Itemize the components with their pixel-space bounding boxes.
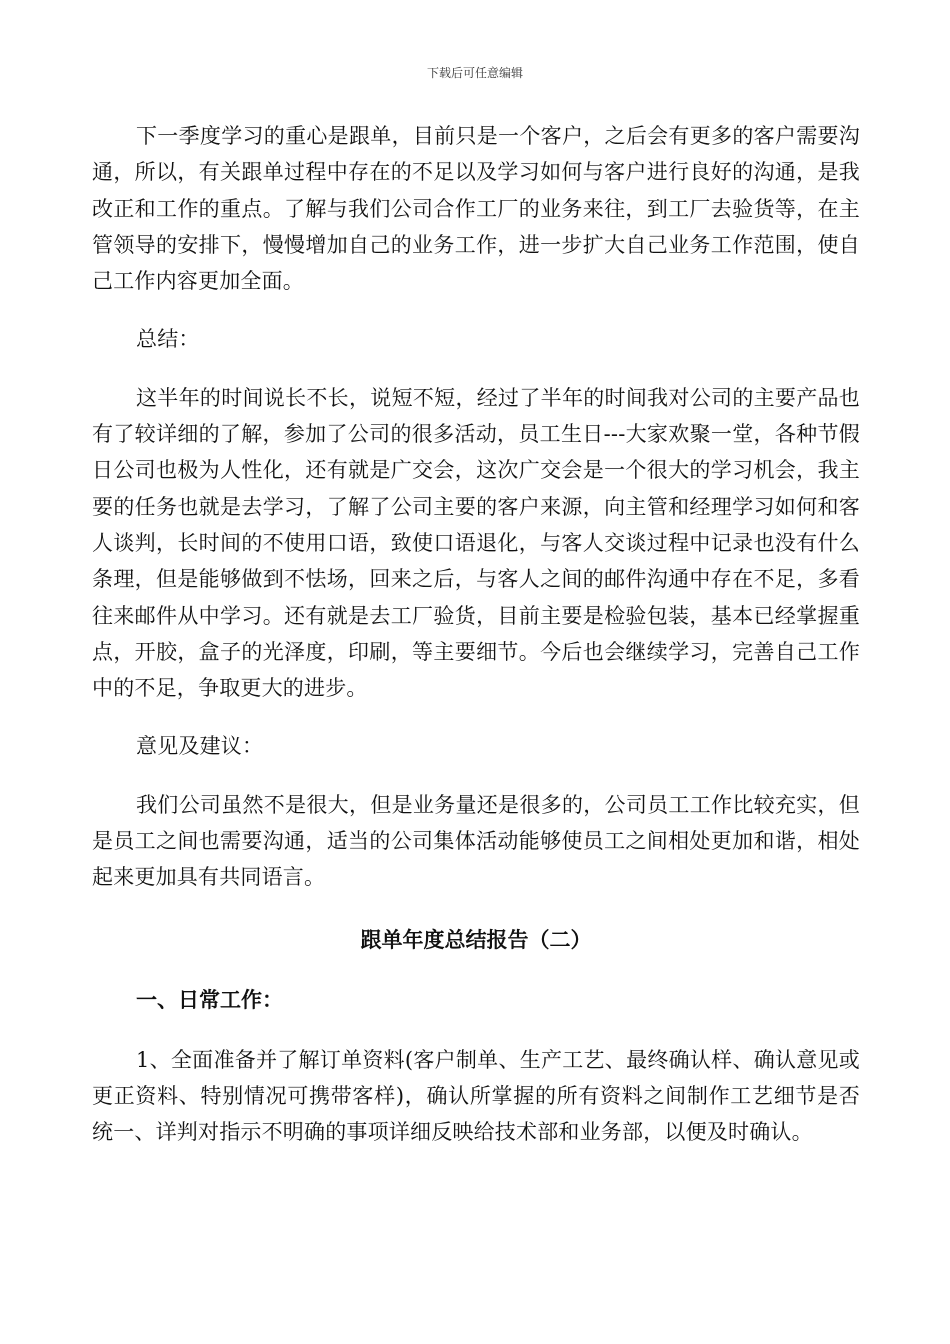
summary-label: 总结：: [136, 327, 200, 352]
document-body: [92, 118, 860, 1151]
paragraph-suggestions: 我们公司虽然不是很大，但是业务量还是很多的，公司员工工作比较充实，但是员工之间也需要沟通，适当的公司集体活动能够使员工之间相处更加和谐，相处起来更加具有共同语言。: [92, 792, 860, 890]
section-heading-daily-work: 一、日常工作：: [136, 987, 283, 1012]
suggestion-label: 意见及建议：: [136, 734, 264, 759]
section-title: 跟单年度总结报告（二）: [360, 927, 592, 952]
paragraph-next-quarter-focus: 下一季度学习的重心是跟单，目前只是一个客户，之后会有更多的客户需要沟通，所以，有关跟单过程中存在的不足以及学习如何与客户进行良好的沟通，是我改正和工作的重点。了解与我们公司合作工厂的业务来往，到工厂去验货等，在主管领导的安排下，慢慢增加自己的业务工作，进一步扩大自己业务工作范围，使自己工作内容更加全面。: [92, 124, 860, 294]
paragraph-order-preparation: 1、全面准备并了解订单资料(客户制单、生产工艺、最终确认样、确认意见或更正资料、特别情况可携带客样)，确认所掌握的所有资料之间制作工艺细节是否统一、详判对指示不明确的事项详细反映给技术部和业务部，以便及时确认。: [92, 1047, 860, 1145]
paragraph-summary: 这半年的时间说长不长，说短不短，经过了半年的时间我对公司的主要产品也有了较详细的了解，参加了公司的很多活动，员工生日---大家欢聚一堂，各种节假日公司也极为人性化，还有就是广交会，这次广交会是一个很大的学习机会，我主要的任务也就是去学习，了解了公司主要的客户来源，向主管和经理学习如何和客人谈判，长时间的不使用口语，致使口语退化，与客人交谈过程中记录也没有什么条理，但是能够做到不怯场，回来之后，与客人之间的邮件沟通中存在不足，多看往来邮件从中学习。还有就是去工厂验货，目前主要是检验包装，基本已经掌握重点，开胶，盒子的光泽度，印刷，等主要细节。今后也会继续学习，完善自己工作中的不足，争取更大的进步。: [92, 385, 860, 701]
header-note: 下载后可任意编辑: [426, 66, 523, 80]
